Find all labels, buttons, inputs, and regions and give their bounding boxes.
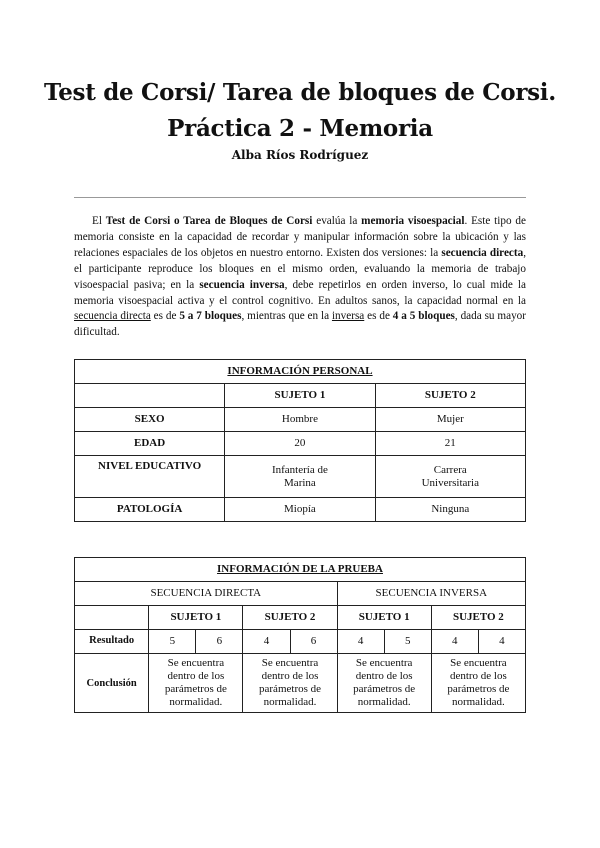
conclusion-text bbox=[243, 654, 337, 713]
intro-bold: secuencia directa bbox=[441, 246, 524, 259]
inverse-subject-2-header: SUJETO 2 bbox=[431, 606, 525, 630]
intro-underline: secuencia directa bbox=[74, 310, 151, 323]
intro-text: es de bbox=[150, 310, 180, 323]
row-label-patologia: PATOLOGÍA bbox=[75, 498, 225, 522]
cell-value: 20 bbox=[225, 432, 375, 456]
result-value: 4 bbox=[243, 630, 290, 654]
intro-text: es de bbox=[364, 310, 393, 323]
direct-sequence-header: SECUENCIA DIRECTA bbox=[75, 582, 338, 606]
intro-bold: memoria visoespacial bbox=[361, 215, 465, 227]
intro-text: , mientras que en la bbox=[241, 310, 332, 323]
personal-info-table bbox=[74, 359, 526, 522]
conclusion-text bbox=[149, 654, 243, 713]
intro-text: evalúa la bbox=[312, 215, 362, 227]
result-value: 6 bbox=[196, 630, 243, 654]
direct-subject-2-header: SUJETO 2 bbox=[243, 606, 337, 630]
inverse-sequence-header: SECUENCIA INVERSA bbox=[337, 582, 525, 606]
separator-line bbox=[74, 197, 526, 198]
cell-value bbox=[375, 456, 525, 498]
conclusion-cell-text: Se encuentra dentro de los parámetros de normalidad. bbox=[353, 657, 416, 708]
cell-value: Miopía bbox=[225, 498, 375, 522]
intro-text: El bbox=[92, 215, 106, 227]
intro-text: . Este tipo de memoria consiste en la capacidad de recordar y manipular información sobre la ubicación y las relaciones espaciales de los objetos en nuestro entorno. Existen dos versiones: la bbox=[74, 215, 526, 259]
subject-1-header: SUJETO 1 bbox=[225, 384, 375, 408]
conclusion-text bbox=[337, 654, 431, 713]
intro-paragraph bbox=[74, 214, 526, 341]
conclusion-cell-text: Se encuentra dentro de los parámetros de normalidad. bbox=[259, 657, 322, 708]
conclusion-row-label: Conclusión bbox=[75, 654, 149, 713]
direct-subject-1-header: SUJETO 1 bbox=[149, 606, 243, 630]
conclusion-cell-text: Se encuentra dentro de los parámetros de normalidad. bbox=[164, 657, 227, 708]
intro-bold: Test de Corsi o Tarea de Bloques de Corsi bbox=[105, 215, 313, 227]
empty-cell bbox=[75, 384, 225, 408]
result-value: 5 bbox=[149, 630, 196, 654]
result-value: 5 bbox=[384, 630, 431, 654]
personal-info-heading: INFORMACIÓN PERSONAL bbox=[75, 360, 526, 384]
inverse-subject-1-header: SUJETO 1 bbox=[337, 606, 431, 630]
conclusion-text bbox=[431, 654, 525, 713]
cell-value: Hombre bbox=[225, 408, 375, 432]
row-label-edad: EDAD bbox=[75, 432, 225, 456]
result-value: 6 bbox=[290, 630, 337, 654]
conclusion-cell-text: Se encuentra dentro de los parámetros de normalidad. bbox=[447, 657, 510, 708]
empty-cell bbox=[75, 606, 149, 630]
cell-value: Ninguna bbox=[375, 498, 525, 522]
subject-2-header: SUJETO 2 bbox=[375, 384, 525, 408]
intro-bold: secuencia inversa bbox=[199, 278, 285, 291]
result-value: 4 bbox=[431, 630, 478, 654]
intro-underline: inversa bbox=[331, 310, 365, 323]
cell-text: Carrera Universitaria bbox=[421, 464, 480, 489]
author-name: Alba Ríos Rodríguez bbox=[231, 148, 369, 162]
result-row-label: Resultado bbox=[75, 630, 149, 654]
intro-text: , dada su mayor dificultad. bbox=[74, 310, 526, 339]
test-info-table bbox=[74, 557, 526, 713]
title-line-1: Test de Corsi/ Tarea de bloques de Corsi. bbox=[44, 79, 556, 106]
row-label-sexo: SEXO bbox=[75, 408, 225, 432]
cell-value: Mujer bbox=[375, 408, 525, 432]
intro-text: , el participante reproduce los bloques en el mismo orden, evaluando la memoria de trabajo visoespacial pasiva; en la bbox=[74, 246, 526, 291]
intro-text: , debe repetirlos en orden inverso, lo cual mide la memoria visoespacial activa y el control cognitivo. En adultos sanos, la capacidad normal en la bbox=[74, 278, 526, 307]
result-value: 4 bbox=[337, 630, 384, 654]
intro-bold: 5 a 7 bloques bbox=[179, 310, 242, 323]
result-value: 4 bbox=[478, 630, 525, 654]
row-label-nivel-educativo: NIVEL EDUCATIVO bbox=[75, 456, 225, 498]
cell-text: Infantería de Marina bbox=[271, 464, 328, 489]
intro-bold: 4 a 5 bloques bbox=[392, 310, 455, 323]
title-line-2: Práctica 2 - Memoria bbox=[167, 115, 433, 142]
cell-value: 21 bbox=[375, 432, 525, 456]
test-info-heading: INFORMACIÓN DE LA PRUEBA bbox=[75, 558, 526, 582]
cell-value bbox=[225, 456, 375, 498]
